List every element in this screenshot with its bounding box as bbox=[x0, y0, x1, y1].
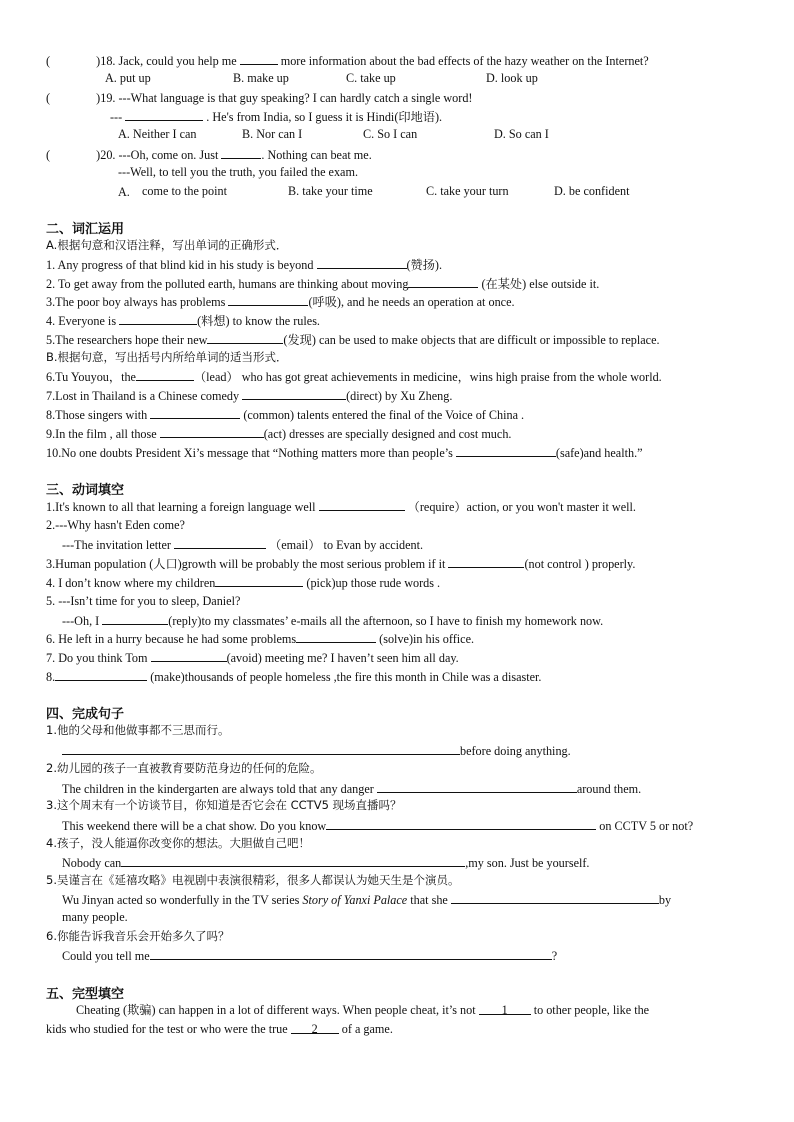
item-text: 10.No one doubts President Xi’s message that “Nothing matters more than people’s bbox=[46, 446, 453, 460]
item-text: 7. Do you think Tom bbox=[46, 651, 148, 665]
sentence-answer bbox=[62, 947, 557, 964]
option-d[interactable]: D. look up bbox=[486, 71, 538, 85]
item-text: (solve)in his office. bbox=[379, 632, 475, 646]
sentence-answer bbox=[62, 742, 571, 759]
answer-paren-open: ( bbox=[46, 148, 51, 162]
passage-text: Cheating (欺骗) can happen in a lot of different ways. When people cheat, it’s not bbox=[76, 1003, 476, 1017]
fill-blank[interactable] bbox=[150, 947, 552, 960]
question-19 bbox=[46, 90, 472, 106]
fill-blank[interactable] bbox=[377, 780, 577, 793]
item-text: (发现) can be used to make objects that are difficult or impossible to replace. bbox=[283, 333, 660, 347]
item-text: (reply)to my classmates’ e-mails all the afternoon, so I have to finish my homework now. bbox=[168, 614, 604, 628]
verb-item bbox=[46, 498, 636, 515]
fill-blank[interactable] bbox=[317, 256, 407, 269]
sentence-answer bbox=[62, 891, 671, 908]
item-text: that she bbox=[410, 893, 448, 907]
answer-blank[interactable] bbox=[53, 147, 93, 159]
answer-paren-close: ) bbox=[96, 148, 101, 162]
verb-item: 5. ---Isn’t time for you to sleep, Daniel? bbox=[46, 594, 241, 608]
sentence-prompt: 5.吴谨言在《延禧攻略》电视剧中表演很精彩，很多人都误认为她天生是个演员。 bbox=[46, 873, 460, 887]
question-number: 19. bbox=[100, 91, 116, 105]
fill-blank[interactable] bbox=[221, 146, 261, 159]
vocab-item bbox=[46, 387, 452, 404]
question-20 bbox=[46, 146, 372, 163]
answer-paren-close: ) bbox=[96, 91, 101, 105]
question-20-line2: ---Well, to tell you the truth, you failed the exam. bbox=[118, 165, 358, 179]
item-text: (make)thousands of people homeless ,the fire this month in Chile was a disaster. bbox=[150, 670, 542, 684]
item-text: (avoid) meeting me? I haven’t seen him all day. bbox=[226, 651, 459, 665]
fill-blank[interactable] bbox=[136, 368, 194, 381]
cloze-blank-2[interactable]: 2 bbox=[291, 1021, 339, 1034]
dash: --- bbox=[110, 110, 123, 124]
item-text: 8. bbox=[46, 670, 56, 684]
fill-blank[interactable] bbox=[160, 425, 264, 438]
sentence-prompt: 3.这个周末有一个访谈节目，你知道是否它会在 CCTV5 现场直播吗？ bbox=[46, 798, 402, 812]
item-text: Nobody can bbox=[62, 856, 122, 870]
item-text: around them. bbox=[576, 782, 642, 796]
fill-blank[interactable] bbox=[326, 817, 596, 830]
item-text: This weekend there will be a chat show. Do you know bbox=[62, 819, 327, 833]
option-a-text[interactable]: come to the point bbox=[142, 184, 227, 198]
item-text: ---Oh, I bbox=[62, 614, 100, 628]
item-text: （email） to Evan by accident. bbox=[269, 538, 424, 552]
sentence-answer bbox=[62, 817, 693, 834]
sentence-prompt: 2.幼儿园的孩子一直被教育要防范身边的任何的危险。 bbox=[46, 761, 322, 775]
item-text: （require）action, or you won't master it well. bbox=[407, 500, 636, 514]
fill-blank[interactable] bbox=[207, 331, 283, 344]
item-text: 7.Lost in Thailand is a Chinese comedy bbox=[46, 389, 240, 403]
sentence-answer bbox=[62, 780, 641, 797]
item-text: (料想) to know the rules. bbox=[197, 314, 320, 328]
fill-blank[interactable] bbox=[215, 574, 303, 587]
question-19-line2 bbox=[110, 108, 442, 125]
book-title: Story of Yanxi Palace bbox=[302, 893, 408, 907]
item-text: (direct) by Xu Zheng. bbox=[346, 389, 453, 403]
sentence-prompt: 1.他的父母和他做事都不三思而行。 bbox=[46, 723, 230, 737]
item-text: 4. I don’t know where my children bbox=[46, 576, 216, 590]
item-text: (safe)and health.” bbox=[555, 446, 643, 460]
fill-blank[interactable] bbox=[451, 891, 659, 904]
vocab-item bbox=[46, 425, 511, 442]
passage-text: of a game. bbox=[341, 1022, 393, 1036]
fill-blank[interactable] bbox=[119, 312, 197, 325]
item-text: ? bbox=[551, 949, 558, 963]
fill-blank[interactable] bbox=[448, 555, 524, 568]
fill-blank[interactable] bbox=[150, 406, 240, 419]
item-text: (在某处) else outside it. bbox=[481, 277, 600, 291]
answer-paren-open: ( bbox=[46, 91, 51, 105]
vocab-item bbox=[46, 312, 320, 329]
option-b[interactable]: B. make up bbox=[233, 71, 289, 85]
option-b[interactable]: B. take your time bbox=[288, 184, 373, 198]
fill-blank[interactable] bbox=[296, 630, 376, 643]
question-text: ---What language is that guy speaking? I can hardly catch a single word! bbox=[118, 91, 473, 105]
item-text: 3.Human population (人口)growth will be probably the most serious problem if it bbox=[46, 557, 446, 571]
item-text: Wu Jinyan acted so wonderfully in the TV series bbox=[62, 893, 300, 907]
fill-blank[interactable] bbox=[240, 52, 278, 65]
option-a[interactable]: A. Neither I can bbox=[118, 127, 197, 141]
item-text: 6.Tu Youyou，the bbox=[46, 370, 136, 384]
verb-item bbox=[46, 649, 459, 666]
item-text: ,my son. Just be yourself. bbox=[465, 856, 590, 870]
item-text: 1. Any progress of that blind kid in his study is beyond bbox=[46, 258, 314, 272]
fill-blank[interactable] bbox=[151, 649, 227, 662]
item-text: (not control ) properly. bbox=[524, 557, 636, 571]
vocab-item bbox=[46, 293, 515, 310]
item-text: 3.The poor boy always has problems bbox=[46, 295, 226, 309]
answer-paren-close: ) bbox=[96, 54, 101, 68]
item-text: before doing anything. bbox=[460, 744, 571, 758]
verb-item bbox=[62, 536, 423, 553]
answer-paren-open: ( bbox=[46, 54, 51, 68]
item-text: (呼吸), and he needs an operation at once. bbox=[308, 295, 515, 309]
question-number: 20. bbox=[100, 148, 116, 162]
fill-blank[interactable] bbox=[62, 742, 460, 755]
option-d[interactable]: D. So can I bbox=[494, 127, 549, 141]
passage-text: kids who studied for the test or who were the true bbox=[46, 1022, 288, 1036]
item-text: ---The invitation letter bbox=[62, 538, 171, 552]
verb-item bbox=[62, 612, 603, 629]
item-text: 1.It's known to all that learning a foreign language well bbox=[46, 500, 316, 514]
verb-item bbox=[46, 574, 440, 591]
question-text: . He's from India, so I guess it is Hindi(印地语). bbox=[206, 110, 443, 124]
sentence-answer bbox=[62, 854, 589, 871]
vocab-item bbox=[46, 256, 442, 273]
fill-blank[interactable] bbox=[125, 108, 203, 121]
item-text: (common) talents entered the final of the Voice of China . bbox=[243, 408, 525, 422]
item-text: by bbox=[658, 893, 672, 907]
section-heading: 二、词汇运用 bbox=[46, 222, 125, 237]
section-heading: 四、完成句子 bbox=[46, 707, 125, 722]
sentence-prompt: 4.孩子，没人能逼你改变你的想法。大胆做自己吧！ bbox=[46, 836, 310, 850]
question-number: 18. bbox=[100, 54, 116, 68]
vocab-item bbox=[46, 444, 643, 461]
fill-blank[interactable] bbox=[55, 668, 147, 681]
sentence-answer-cont: many people. bbox=[62, 910, 128, 924]
question-text: Jack, could you help me bbox=[118, 54, 237, 68]
item-text: 9.In the film , all those bbox=[46, 427, 157, 441]
verb-item bbox=[46, 555, 635, 572]
question-text: more information about the bad effects of the hazy weather on the Internet? bbox=[280, 54, 649, 68]
item-text: （lead） who has got great achievements in medicine，wins high praise from the whole world. bbox=[193, 370, 662, 384]
option-b[interactable]: B. Nor can I bbox=[242, 127, 303, 141]
section-heading: 五、完型填空 bbox=[46, 987, 125, 1002]
item-text: (pick)up those rude words . bbox=[306, 576, 441, 590]
vocab-item bbox=[46, 368, 662, 385]
vocab-item bbox=[46, 331, 660, 348]
cloze-line bbox=[76, 1002, 649, 1018]
item-text: on CCTV 5 or not? bbox=[599, 819, 694, 833]
question-18 bbox=[46, 52, 649, 69]
verb-item bbox=[46, 630, 474, 647]
fill-blank[interactable] bbox=[242, 387, 346, 400]
option-d[interactable]: D. be confident bbox=[554, 184, 630, 198]
item-text: 2. To get away from the polluted earth, humans are thinking about moving bbox=[46, 277, 409, 291]
item-text: 8.Those singers with bbox=[46, 408, 148, 422]
item-text: (act) dresses are specially designed and cost much. bbox=[263, 427, 512, 441]
option-c[interactable]: C. take up bbox=[346, 71, 396, 85]
item-text: Could you tell me bbox=[62, 949, 150, 963]
passage-text: to other people, like the bbox=[533, 1003, 650, 1017]
fill-blank[interactable] bbox=[228, 293, 308, 306]
fill-blank[interactable] bbox=[319, 498, 405, 511]
instruction: B.根据句意，写出括号内所给单词的适当形式． bbox=[46, 350, 288, 364]
instruction: A.根据句意和汉语注释，写出单词的正确形式． bbox=[46, 238, 288, 252]
option-a[interactable]: A. bbox=[118, 185, 130, 199]
cloze-line bbox=[46, 1021, 393, 1037]
fill-blank[interactable] bbox=[121, 854, 465, 867]
section-heading: 三、动词填空 bbox=[46, 483, 125, 498]
item-text: 4. Everyone is bbox=[46, 314, 117, 328]
item-text: (赞扬). bbox=[406, 258, 443, 272]
cloze-blank-1[interactable]: 1 bbox=[479, 1002, 531, 1015]
vocab-item bbox=[46, 406, 524, 423]
verb-item: 2.---Why hasn't Eden come? bbox=[46, 518, 185, 532]
answer-blank[interactable] bbox=[53, 90, 93, 102]
fill-blank[interactable] bbox=[102, 612, 168, 625]
fill-blank[interactable] bbox=[174, 536, 266, 549]
item-text: 6. He left in a hurry because he had some problems bbox=[46, 632, 297, 646]
option-c[interactable]: C. take your turn bbox=[426, 184, 509, 198]
question-text: ---Oh, come on. Just bbox=[118, 148, 219, 162]
item-text: 5.The researchers hope their new bbox=[46, 333, 208, 347]
option-c[interactable]: C. So I can bbox=[363, 127, 418, 141]
fill-blank[interactable] bbox=[408, 275, 478, 288]
sentence-prompt: 6.你能告诉我音乐会开始多久了吗？ bbox=[46, 929, 230, 943]
vocab-item bbox=[46, 275, 599, 292]
verb-item bbox=[46, 668, 541, 685]
question-text: . Nothing can beat me. bbox=[261, 148, 372, 162]
fill-blank[interactable] bbox=[456, 444, 556, 457]
option-a[interactable]: A. put up bbox=[105, 71, 151, 85]
item-text: The children in the kindergarten are always told that any danger bbox=[62, 782, 374, 796]
answer-blank[interactable] bbox=[53, 53, 93, 65]
